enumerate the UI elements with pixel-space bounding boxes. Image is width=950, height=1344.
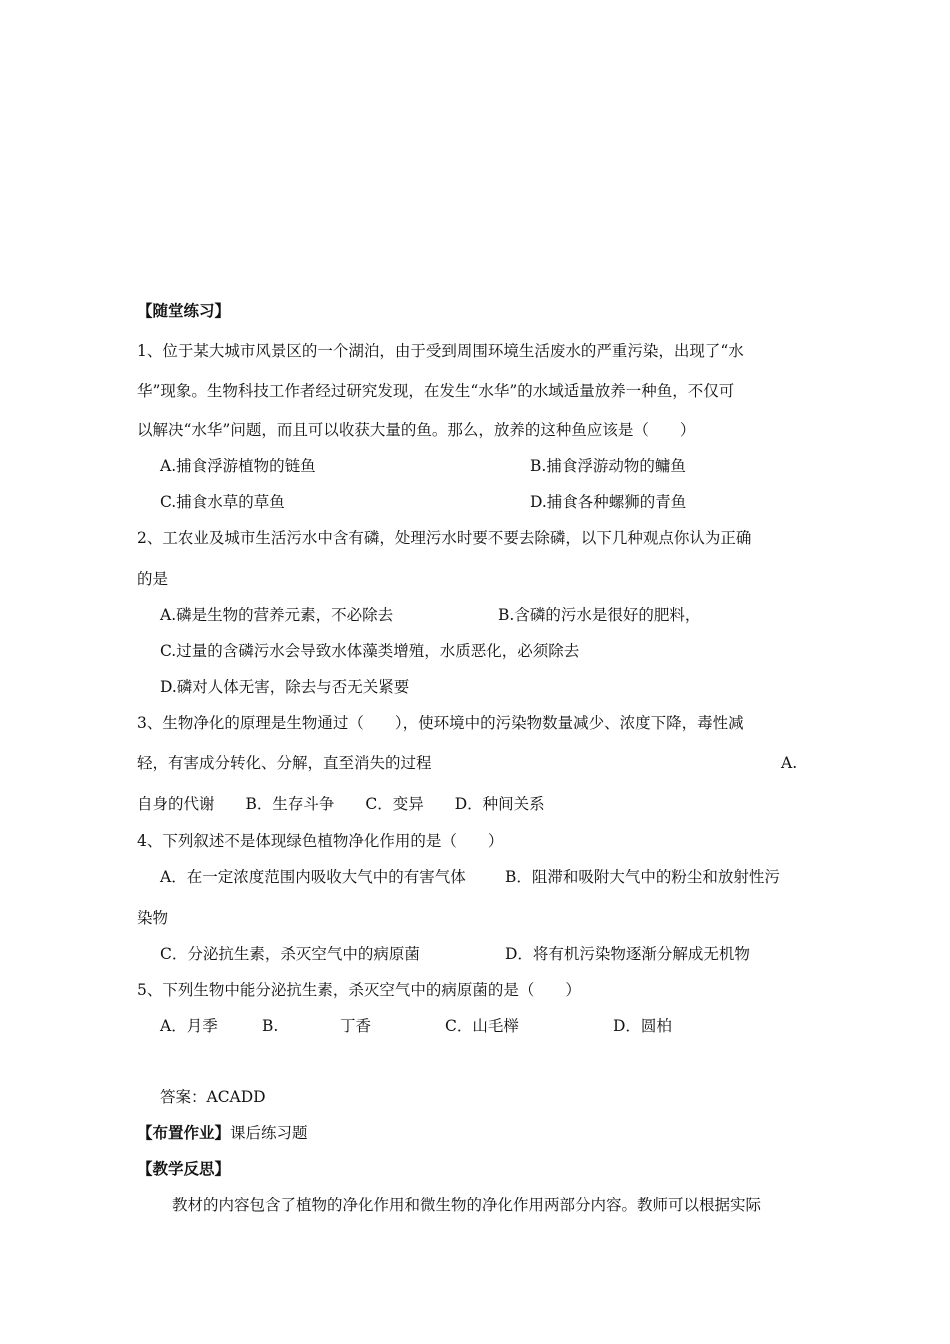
q3-option-a-label: A. xyxy=(781,754,798,772)
q2-option-a: A.磷是生物的营养元素，不必除去 xyxy=(160,606,394,624)
homework-heading: 【布置作业】 xyxy=(137,1124,231,1142)
answer-line: 答案：ACADD xyxy=(160,1088,266,1106)
q2-option-c: C.过量的含磷污水会导致水体藻类增殖，水质恶化，必须除去 xyxy=(160,642,580,660)
q1-option-c: C.捕食水草的草鱼 xyxy=(160,493,285,511)
q5-option-c: C．山毛榉 xyxy=(445,1017,519,1035)
q1-option-a: A.捕食浮游植物的链鱼 xyxy=(160,457,316,475)
q5-option-b-text: 丁香 xyxy=(340,1017,372,1035)
q1-option-b: B.捕食浮游动物的鳙鱼 xyxy=(530,457,686,475)
q1-line-1: 1、位于某大城市风景区的一个湖泊，由于受到周围环境生活废水的严重污染，出现了“水 xyxy=(137,342,744,360)
q2-option-d: D.磷对人体无害，除去与否无关紧要 xyxy=(160,678,410,696)
practice-heading: 【随堂练习】 xyxy=(137,302,231,320)
q5-option-b: B. xyxy=(262,1017,279,1035)
q3-options-line: 自身的代谢 B．生存斗争 C．变异 D．种间关系 xyxy=(137,795,545,813)
q2-line-1: 2、工农业及城市生活污水中含有磷，处理污水时要不要去除磷，以下几种观点你认为正确 xyxy=(137,529,752,547)
homework-text: 课后练习题 xyxy=(230,1124,308,1142)
q4-option-d: D．将有机污染物逐渐分解成无机物 xyxy=(505,945,750,963)
q4-option-b: B．阻滞和吸附大气中的粉尘和放射性污 xyxy=(505,868,780,886)
reflection-text: 教材的内容包含了植物的净化作用和微生物的净化作用两部分内容。教师可以根据实际 xyxy=(172,1196,762,1214)
q5-option-d: D．圆柏 xyxy=(613,1017,672,1035)
q2-line-2: 的是 xyxy=(137,570,169,588)
q1-line-3: 以解决“水华”问题，而且可以收获大量的鱼。那么，放养的这种鱼应该是（ ） xyxy=(137,421,696,439)
q5-line: 5、下列生物中能分泌抗生素，杀灭空气中的病原菌的是（ ） xyxy=(137,981,581,999)
q1-line-2: 华”现象。生物科技工作者经过研究发现，在发生“水华”的水域适量放养一种鱼，不仅可 xyxy=(137,382,735,400)
q4-line: 4、下列叙述不是体现绿色植物净化作用的是（ ） xyxy=(137,832,504,850)
q4-option-a: A．在一定浓度范围内吸收大气中的有害气体 xyxy=(160,868,466,886)
q5-option-a: A．月季 xyxy=(160,1017,218,1035)
homework-line xyxy=(137,1123,308,1143)
q1-option-d: D.捕食各种螺狮的青鱼 xyxy=(530,493,687,511)
q4-option-c: C．分泌抗生素，杀灭空气中的病原菌 xyxy=(160,945,420,963)
q2-option-b: B.含磷的污水是很好的肥料， xyxy=(498,606,701,624)
q3-line-2: 轻，有害成分转化、分解，直至消失的过程 xyxy=(137,754,432,772)
q3-line-1: 3、生物净化的原理是生物通过（ ），使环境中的污染物数量减少、浓度下降，毒性减 xyxy=(137,714,744,732)
reflection-heading: 【教学反思】 xyxy=(137,1160,231,1178)
q4-option-b-cont: 染物 xyxy=(137,909,169,927)
